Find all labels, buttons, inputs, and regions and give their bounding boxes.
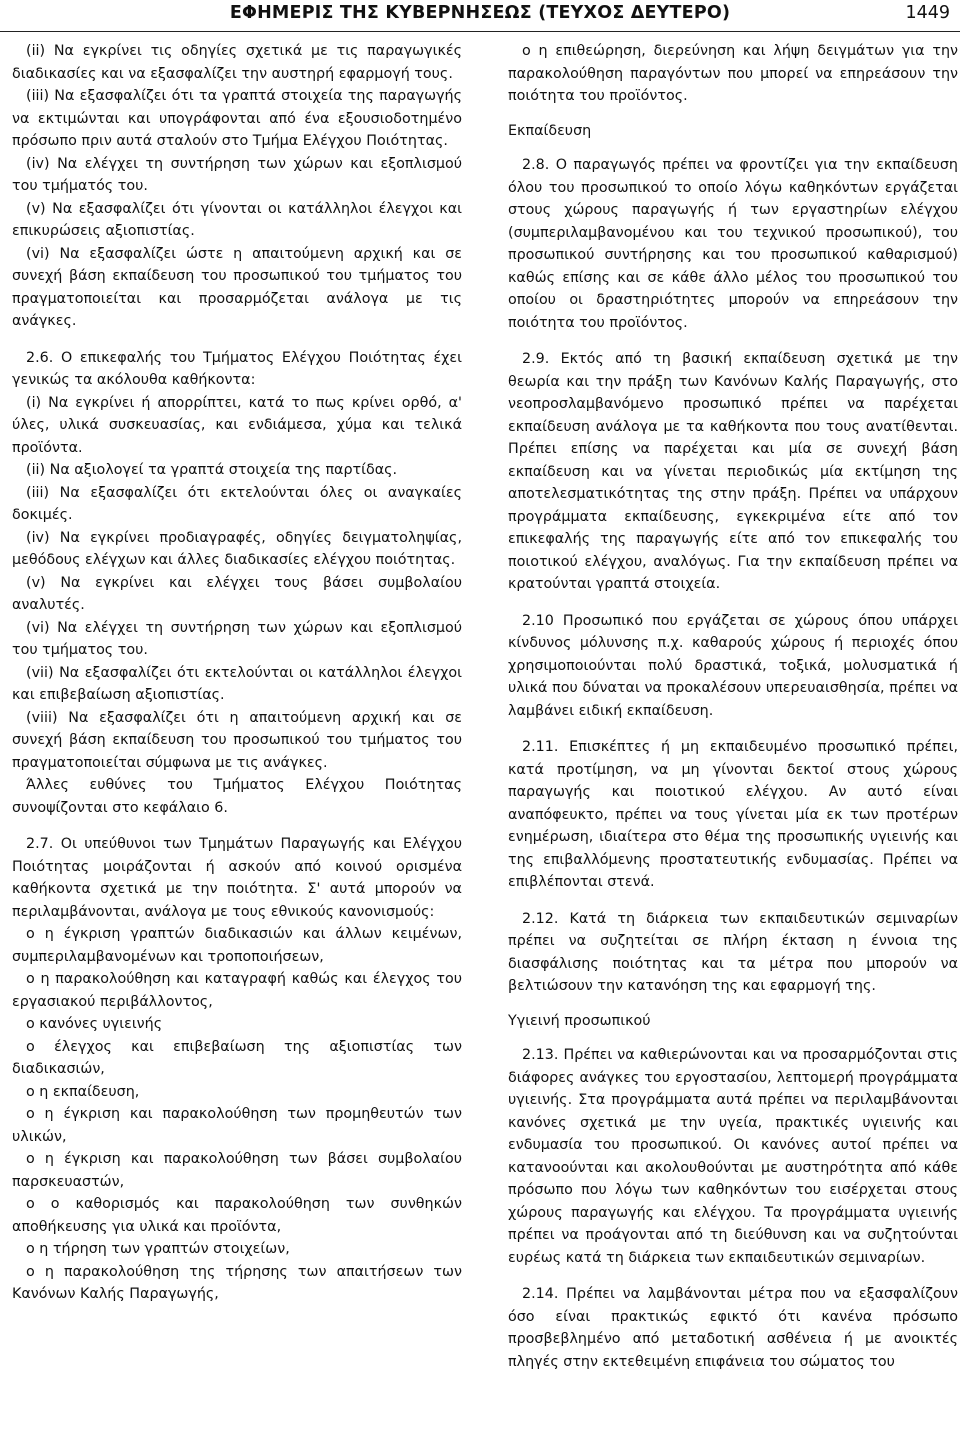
list-item: ο η εκπαίδευση, [26, 1083, 140, 1100]
list-item: ο η έγκριση γραπτών διαδικασιών και άλλων κειμένων, συμπεριλαμβανομένων και τροποποιήσεων, [12, 926, 462, 965]
paragraph: (ii) Να αξιολογεί τα γραπτά στοιχεία της παρτίδας. [26, 462, 398, 478]
page-number: 1449 [905, 3, 950, 23]
gazette-title: ΕΦΗΜΕΡΙΣ ΤΗΣ ΚΥΒΕΡΝΗΣΕΩΣ (ΤΕΥΧΟΣ ΔΕΥΤΕΡΟ) [229, 3, 731, 23]
section-heading: Υγιεινή προσωπικού [508, 1012, 651, 1029]
page-header [0, 0, 960, 34]
list-item: ο η παρακολούθηση της τήρησης των απαιτήσεων των Κανόνων Καλής Παραγωγής, [12, 1263, 462, 1302]
paragraph: Άλλες ευθύνες του Τμήματος Ελέγχου Ποιότητας συνοψίζονται στο κεφάλαιο 6. [12, 777, 462, 816]
paragraph: 2.8. Ο παραγωγός πρέπει να φροντίζει για την εκπαίδευση όλου του προσωπικού το οποίο λόγω καθηκόντων εργάζεται στους χώρους παραγωγής ή των εργαστηρίων ελέγχου (συμπεριλαμβανομένου και του τεχνικού προσωπικού), του προσωπικού συντήρησης και του προσωπικού καθαρισμού) καθώς επίσης και σε κάθε άλλο μέλος του προσωπικού του οποίου οι δραστηριότητες μπορούν να επηρεάσουν την ποιότητα του προϊόντος. [508, 157, 958, 331]
paragraph: (iv) Να ελέγχει τη συντήρηση των χώρων και εξοπλισμού του τμήματός του. [12, 155, 462, 194]
paragraph: 2.6. Ο επικεφαλής του Τμήματος Ελέγχου Ποιότητας έχει γενικώς τα ακόλουθα καθήκοντα: [12, 349, 462, 388]
paragraph: (v) Να εγκρίνει και ελέγχει τους βάσει συμβολαίου αναλυτές. [12, 574, 462, 613]
paragraph: (i) Να εγκρίνει ή απορρίπτει, κατά το πως κρίνει ορθό, α' ύλες, υλικά συσκευασίας, και ενδιάμεσα, χύμα και τελικά προϊόντα. [12, 394, 462, 456]
paragraph: (iii) Να εξασφαλίζει ότι τα γραπτά στοιχεία της παραγωγής να εκτιμώνται και υπογράφονται από ένα εξουσιοδοτημένο πρόσωπο πριν αυτά σταλούν στο Τμήμα Ελέγχου Ποιότητας. [12, 88, 462, 149]
right-column [508, 40, 958, 1373]
paragraph: (vi) Να εξασφαλίζει ώστε η απαιτούμενη αρχική και σε συνεχή βάση εκπαίδευση του προσωπικού του τμήματος του πραγματοποιείται και προσαρμόζεται ανάλογα με τις ανάγκες. [12, 245, 462, 329]
paragraph: 2.10 Προσωπικό που εργάζεται σε χώρους όπου υπάρχει κίνδυνος μόλυνσης π.χ. καθαρούς χώρους ή περιοχές όπου χρησιμοποιούνται πολύ δραστικά, τοξικά, μολυσματικά ή υλικά που δύναται να προκαλέσουν υπερευαισθησία, πρέπει να λαμβάνει ειδική εκπαίδευση. [508, 612, 958, 719]
list-item: ο ο καθορισμός και παρακολούθηση των συνθηκών αποθήκευσης για υλικά και προϊόντα, [12, 1196, 462, 1235]
paragraph: 2.9. Εκτός από τη βασική εκπαίδευση σχετικά με την θεωρία και την πράξη των Κανόνων Καλής Παραγωγής, στο νεοπροσλαμβανόμενο προσωπικό πρέπει να παρέχεται εκπαίδευση ανάλογα με τα καθήκοντα που τους ανατίθενται. Πρέπει επίσης να παρέχεται και μία σε συνεχή βάση εκπαίδευση και να γίνεται περιοδικώς μία εκτίμηση της αποτελεσματικότητας της στην πράξη. Πρέπει να υπάρχουν προγράμματα εκπαίδευσης, εγκεκριμένα είτε από τον επικεφαλής της παραγωγής είτε από τον επικεφαλής του ποιοτικού ελέγχου, αναλόγως. Για την εκπαίδευση πρέπει να κρατούνται γραπτά στοιχεία. [508, 351, 958, 592]
paragraph: 2.7. Οι υπεύθυνοι των Τμημάτων Παραγωγής και Ελέγχου Ποιότητας μοιράζονται ή ασκούν από κοινού ορισμένα καθήκοντα σχετικά με την ποιότητα. Σ' αυτά μπορούν να περιλαμβάνονται, ανάλογα με τους εθνικούς κανονισμούς: [12, 836, 462, 920]
header-divider [0, 31, 960, 32]
paragraph: (ii) Να εγκρίνει τις οδηγίες σχετικά με τις παραγωγικές διαδικασίες και να εξασφαλίζει την αυστηρή εφαρμογή τους. [12, 43, 462, 82]
list-item: ο η τήρηση των γραπτών στοιχείων, [26, 1241, 290, 1257]
list-item: ο η επιθεώρηση, διερεύνηση και λήψη δειγμάτων για την παρακολούθηση παραγόντων που μπορεί να επηρεάσουν την ποιότητα του προϊόντος. [508, 43, 958, 104]
paragraph: 2.12. Κατά τη διάρκεια των εκπαιδευτικών σεμιναρίων πρέπει να συζητείται σε πλήρη έκταση η έννοια της διασφάλισης ποιότητας και τα μέτρα που μπορούν να βελτιώσουν την κατανόηση της και εφαρμογή της. [508, 910, 958, 994]
paragraph: 2.13. Πρέπει να καθιερώνονται και να προσαρμόζονται στις διάφορες ανάγκες του εργοστασίου, λεπτομερή προγράμματα υγιεινής. Στα προγράμματα αυτά πρέπει να περιλαμβάνονται κανόνες σχετικά με την υγεία, πρακτικές υγιεινής και ενδυμασία του προσωπικού. Οι κανόνες αυτοί πρέπει να κατανοούνται και ακολουθούνται με αυστηρότητα από κάθε πρόσωπο που λόγω των καθηκόντων του εισέρχεται στους χώρους παραγωγής και ελέγχου. Τα προγράμματα υγιεινής πρέπει να προάγονται από τη διεύθυνση και να συζητούνται ευρέως κατά τη διάρκεια των εκπαιδευτικών σεμιναρίων. [508, 1047, 958, 1266]
list-item: ο έλεγχος και επιβεβαίωση της αξιοπιστίας των διαδικασιών, [12, 1038, 462, 1077]
paragraph: (v) Να εξασφαλίζει ότι γίνονται οι κατάλληλοι έλεγχοι και επικυρώσεις αξιοπιστίας. [12, 200, 462, 239]
list-item: ο η παρακολούθηση και καταγραφή καθώς και έλεγχος του εργασιακού περιβάλλοντος, [12, 971, 462, 1010]
paragraph: (vi) Να ελέγχει τη συντήρηση των χώρων και εξοπλισμού του τμήματος του. [12, 619, 462, 658]
list-item: ο η έγκριση και παρακολούθηση των προμηθευτών των υλικών, [12, 1106, 462, 1145]
paragraph: (iii) Να εξασφαλίζει ότι εκτελούνται όλες οι αναγκαίες δοκιμές. [12, 484, 462, 523]
list-item: ο κανόνες υγιεινής [26, 1016, 163, 1032]
paragraph: 2.14. Πρέπει να λαμβάνονται μέτρα που να εξασφαλίζουν όσο είναι πρακτικώς εφικτό ότι κανένα πρόσωπο προσβεβλημένο από μεταδοτική ασθένεια ή με ανοικτές πληγές στην εκτεθειμένη επιφάνεια του σώματος του [508, 1286, 958, 1370]
list-item: ο η έγκριση και παρακολούθηση των βάσει συμβολαίου παρσκευαστών, [12, 1151, 462, 1190]
paragraph: 2.11. Επισκέπτες ή μη εκπαιδευμένο προσωπικό πρέπει, κατά προτίμηση, να μη γίνονται δεκτοί στους χώρους παραγωγής και ποιοτικού ελέγχου. Αν αυτό είναι αναπόφευκτο, πρέπει να τους γίνεται μία εκ των προτέρων ενημέρωση, ιδιαίτερα στο θέμα της προσωπικής υγιεινής και της επιβαλλόμενης προστατευτικής ενδυμασίας. Πρέπει να επιβλέπονται στενά. [508, 739, 958, 890]
paragraph: (iv) Να εγκρίνει προδιαγραφές, οδηγίες δειγματοληψίας, μεθόδους ελέγχων και άλλες διαδικασίες ελέγχου ποιότητας. [12, 529, 462, 568]
section-heading: Εκπαίδευση [508, 122, 592, 139]
left-column [12, 40, 462, 1306]
paragraph: (vii) Να εξασφαλίζει ότι εκτελούνται οι κατάλληλοι έλεγχοι και επιβεβαίωση αξιοπιστίας. [12, 664, 462, 703]
paragraph: (viii) Να εξασφαλίζει ότι η απαιτούμενη αρχική και σε συνεχή βάση εκπαίδευση του προσωπικού του τμήματος του πραγματοποιείται σύμφωνα με τις ανάγκες. [12, 709, 462, 771]
